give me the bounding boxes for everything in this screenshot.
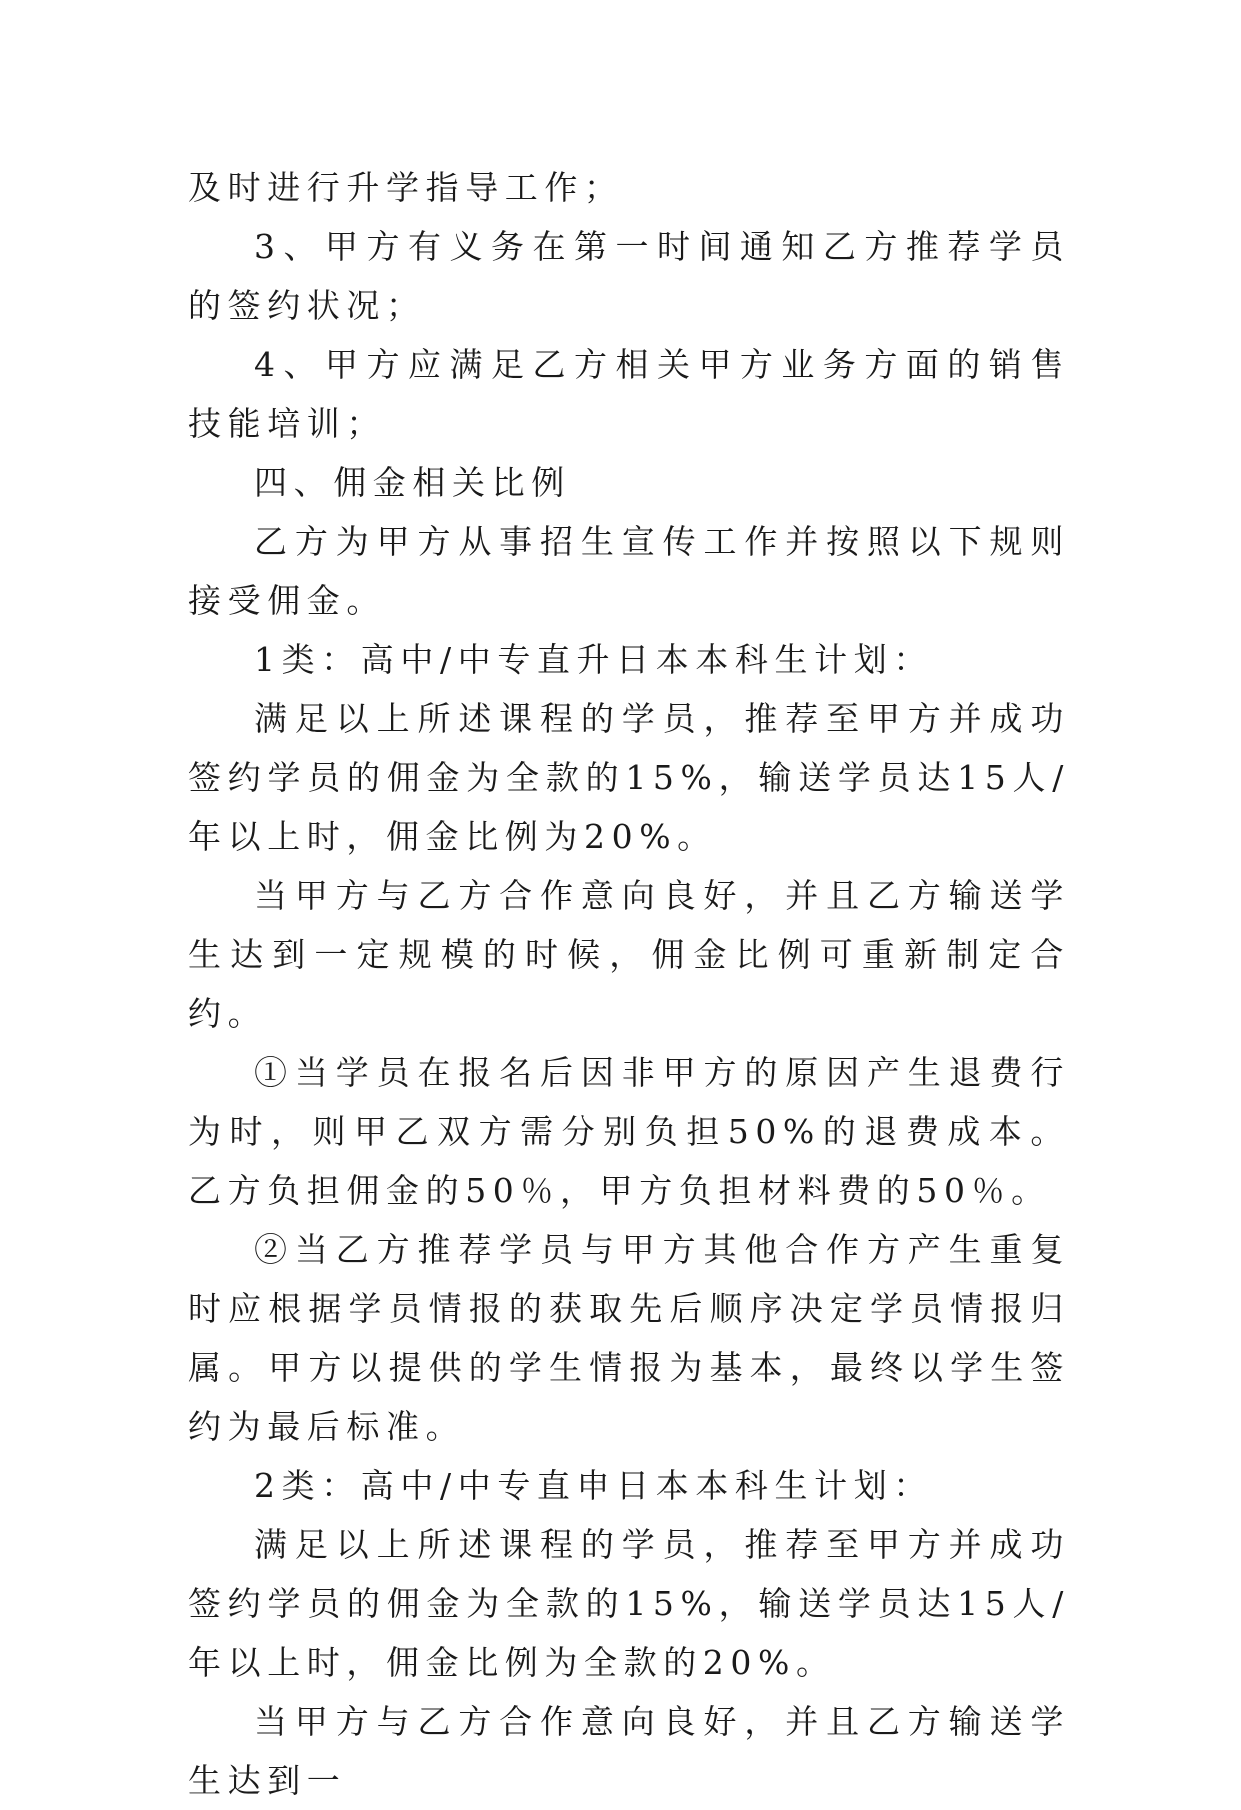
paragraph-refund-rule: ①当学员在报名后因非甲方的原因产生退费行为时，则甲乙双方需分别负担50%的退费成本。乙方负担佣金的50％，甲方负担材料费的50％。 [188, 1053, 1070, 1210]
document-body [188, 158, 1070, 1810]
paragraph-category-2-rate: 满足以上所述课程的学员，推荐至甲方并成功签约学员的佣金为全款的15%，输送学员达15人/年以上时，佣金比例为全款的20%。 [188, 1525, 1070, 1682]
category-2-heading: 2类：高中/中专直申日本本科生计划： [254, 1466, 933, 1505]
paragraph-duplicate-rule: ②当乙方推荐学员与甲方其他合作方产生重复时应根据学员情报的获取先后顺序决定学员情报归属。甲方以提供的学生情报为基本，最终以学生签约为最后标准。 [188, 1230, 1070, 1446]
section-heading-commission: 四、佣金相关比例 [254, 463, 571, 502]
paragraph-continuation: 及时进行升学指导工作； [188, 168, 624, 207]
paragraph-commission-intro: 乙方为甲方从事招生宣传工作并按照以下规则接受佣金。 [188, 522, 1070, 620]
paragraph-category-1-rate: 满足以上所述课程的学员，推荐至甲方并成功签约学员的佣金为全款的15%，输送学员达15人/年以上时，佣金比例为20%。 [188, 699, 1070, 856]
paragraph-clause-3: 3、甲方有义务在第一时间通知乙方推荐学员的签约状况； [188, 227, 1070, 325]
paragraph-category-2-renegotiate: 当甲方与乙方合作意向良好，并且乙方输送学生达到一 [188, 1702, 1070, 1800]
paragraph-category-1-renegotiate: 当甲方与乙方合作意向良好，并且乙方输送学生达到一定规模的时候，佣金比例可重新制定合约。 [188, 876, 1070, 1033]
category-1-heading: 1类：高中/中专直升日本本科生计划： [254, 640, 933, 679]
paragraph-clause-4: 4、甲方应满足乙方相关甲方业务方面的销售技能培训； [188, 345, 1070, 443]
